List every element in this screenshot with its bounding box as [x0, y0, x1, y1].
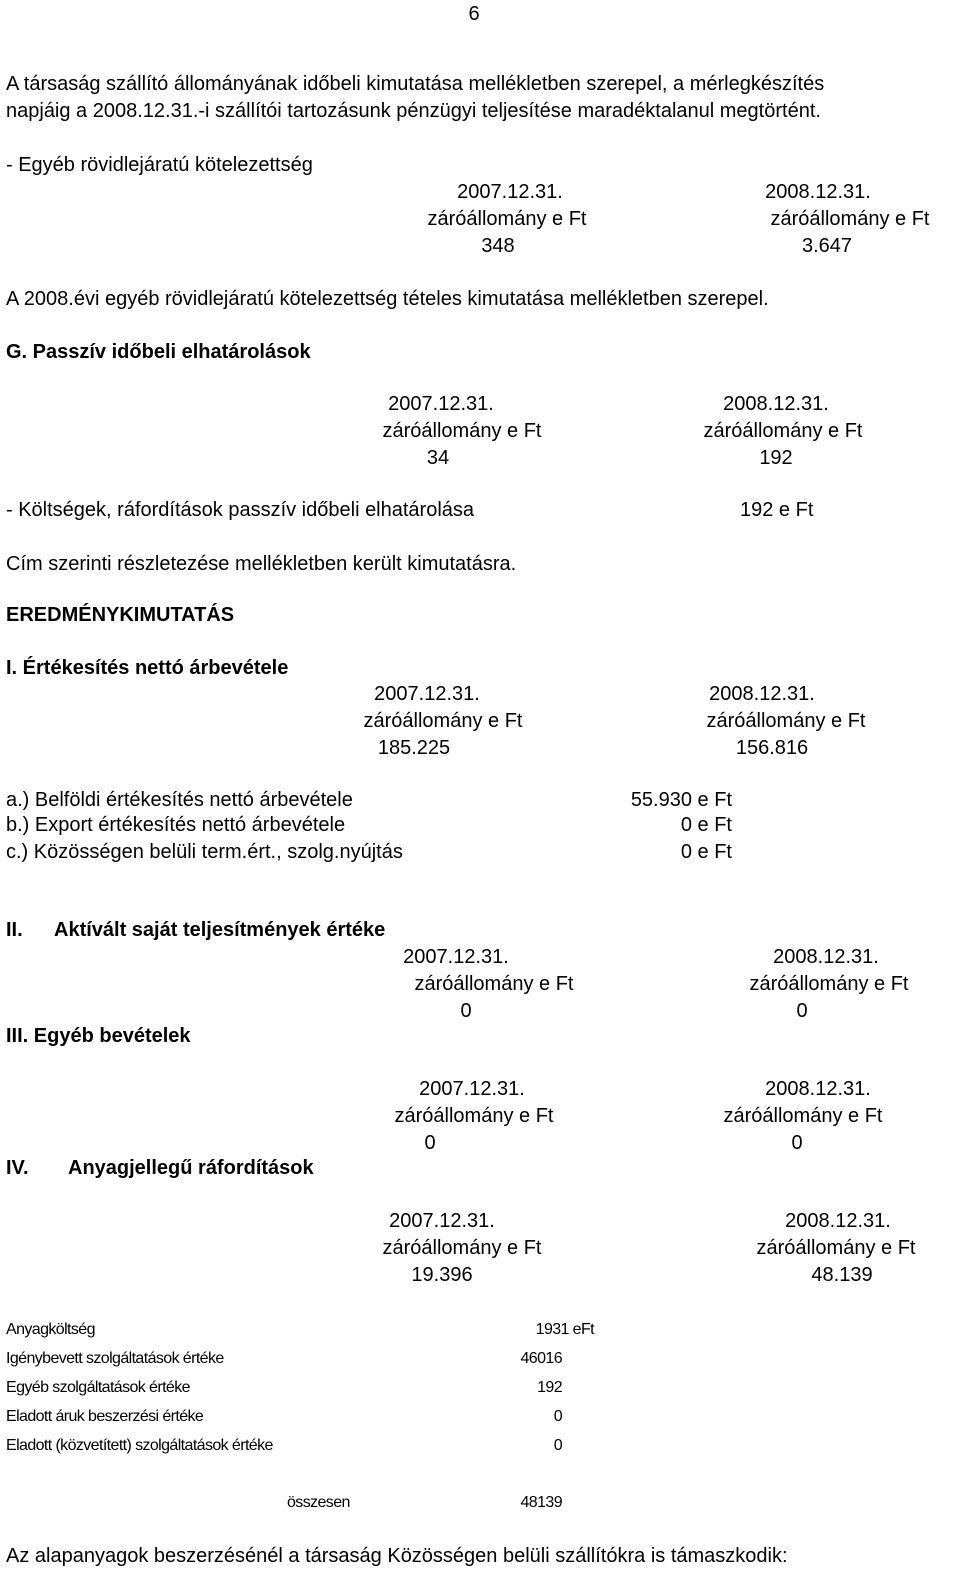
g-item-value: 192 e Ft — [740, 499, 814, 521]
g-heading: G. Passzív időbeli elhatárolások — [6, 341, 311, 363]
footer-line: Az alapanyagok beszerzésénél a társaság Közösségen belüli szállítókra is támaszkodik: — [6, 1545, 788, 1567]
s3-col2-label: záróállomány e Ft — [723, 1105, 883, 1127]
s2-col2-label: záróállomány e Ft — [749, 973, 909, 995]
page-number: 6 — [468, 3, 480, 25]
s3-col1-date: 2007.12.31. — [419, 1078, 525, 1100]
s4-num: IV. — [6, 1157, 29, 1179]
s4-heading: Anyagjellegű ráfordítások — [68, 1157, 314, 1179]
egyeb-col2-date: 2008.12.31. — [765, 181, 871, 203]
s2-col1-label: záróállomány e Ft — [414, 973, 574, 995]
breakdown-row-label: Eladott (közvetített) szolgáltatások értéke — [6, 1437, 273, 1454]
breakdown-row-value: 1931 eFt — [535, 1321, 594, 1338]
intro-line-2: napjáig a 2008.12.31.-i szállítói tartozásunk pénzügyi teljesítése maradéktalanul megtörtént. — [6, 100, 821, 122]
egyeb-heading: - Egyéb rövidlejáratú kötelezettség — [6, 154, 313, 176]
g-col1-value: 34 — [426, 447, 450, 469]
s4-col2-date: 2008.12.31. — [785, 1210, 891, 1232]
intro-line-1: A társaság szállító állományának időbeli kimutatása mellékletben szerepel, a mérlegkészítés — [6, 73, 825, 95]
g-col2-date: 2008.12.31. — [723, 393, 829, 415]
s4-col1-date: 2007.12.31. — [389, 1210, 495, 1232]
s1-item-a-value: 55.930 e Ft — [630, 789, 732, 811]
breakdown-row-value: 0 — [553, 1408, 562, 1425]
egyeb-col2-value: 3.647 — [801, 235, 853, 257]
s1-item-a-label: a.) Belföldi értékesítés nettó árbevétele — [6, 789, 353, 811]
breakdown-row-value: 192 — [537, 1379, 562, 1396]
egyeb-col1-date: 2007.12.31. — [457, 181, 563, 203]
s1-col1-date: 2007.12.31. — [374, 683, 480, 705]
g-col1-label: záróállomány e Ft — [382, 420, 542, 442]
s3-col2-date: 2008.12.31. — [765, 1078, 871, 1100]
s4-col2-value: 48.139 — [811, 1264, 873, 1286]
egyeb-col1-label: záróállomány e Ft — [427, 208, 587, 230]
g-item-label: - Költségek, ráfordítások passzív időbeli elhatárolása — [6, 499, 475, 521]
s1-heading: I. Értékesítés nettó árbevétele — [6, 657, 289, 679]
breakdown-row-label: Igénybevett szolgáltatások értéke — [6, 1350, 224, 1367]
s1-col2-date: 2008.12.31. — [709, 683, 815, 705]
s3-heading: III. Egyéb bevételek — [6, 1025, 191, 1047]
s2-heading: Aktívált saját teljesítmények értéke — [54, 919, 386, 941]
s2-num: II. — [6, 919, 23, 941]
s2-col1-date: 2007.12.31. — [403, 946, 509, 968]
s1-item-b-label: b.) Export értékesítés nettó árbevétele — [6, 814, 346, 836]
s3-col2-value: 0 — [791, 1132, 803, 1154]
egyeb-col1-value: 348 — [481, 235, 515, 257]
s4-col2-label: záróállomány e Ft — [756, 1237, 916, 1259]
breakdown-row-label: Anyagköltség — [6, 1321, 95, 1338]
breakdown-row-value: 46016 — [520, 1350, 562, 1367]
eredmeny-heading: EREDMÉNYKIMUTATÁS — [6, 604, 235, 626]
breakdown-row-label: Egyéb szolgáltatások értéke — [6, 1379, 190, 1396]
breakdown-total-label: összesen — [287, 1494, 350, 1511]
s3-col1-label: záróállomány e Ft — [394, 1105, 554, 1127]
s2-col2-date: 2008.12.31. — [773, 946, 879, 968]
egyeb-col2-label: záróállomány e Ft — [770, 208, 930, 230]
breakdown-row-label: Eladott áruk beszerzési értéke — [6, 1408, 204, 1425]
s4-col1-value: 19.396 — [411, 1264, 473, 1286]
g-col2-label: záróállomány e Ft — [703, 420, 863, 442]
g-col1-date: 2007.12.31. — [388, 393, 494, 415]
s4-col1-label: záróállomány e Ft — [382, 1237, 542, 1259]
s2-col2-value: 0 — [796, 1000, 808, 1022]
s3-col1-value: 0 — [424, 1132, 436, 1154]
s1-item-c-label: c.) Közösségen belüli term.ért., szolg.nyújtás — [6, 841, 403, 863]
s1-col2-label: záróállomány e Ft — [706, 710, 866, 732]
s1-col1-label: záróállomány e Ft — [363, 710, 523, 732]
egyeb-note: A 2008.évi egyéb rövidlejáratú kötelezettség tételes kimutatása mellékletben szerepel. — [6, 288, 769, 310]
breakdown-total-value: 48139 — [520, 1494, 562, 1511]
s1-item-b-value: 0 e Ft — [680, 814, 732, 836]
s1-item-c-value: 0 e Ft — [680, 841, 732, 863]
g-col2-value: 192 — [759, 447, 793, 469]
s1-col2-value: 156.816 — [735, 737, 809, 759]
g-note: Cím szerinti részletezése mellékletben került kimutatásra. — [6, 553, 517, 575]
s1-col1-value: 185.225 — [377, 737, 451, 759]
s2-col1-value: 0 — [460, 1000, 472, 1022]
breakdown-row-value: 0 — [553, 1437, 562, 1454]
